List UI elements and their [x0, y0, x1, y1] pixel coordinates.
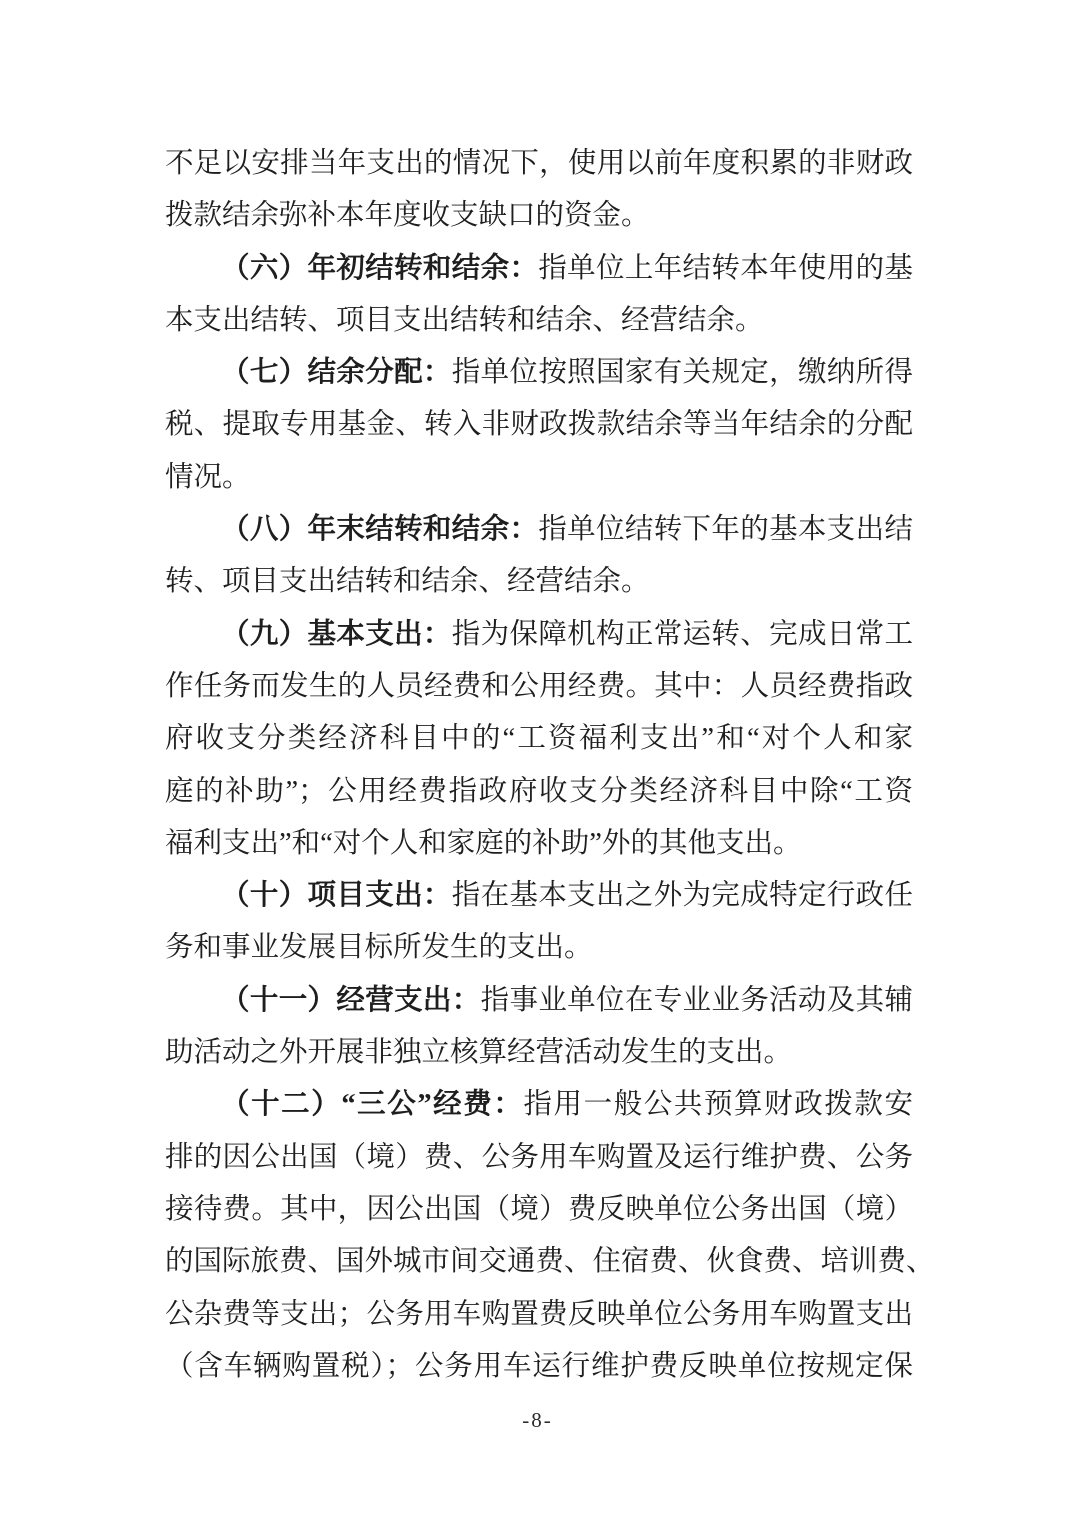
page-number: -8-: [522, 1408, 553, 1432]
body-line: [165, 1341, 913, 1393]
line-text: 庭的补助”；公用经费指政府收支分类经济科目中除“工资: [165, 775, 913, 807]
line-text: 指单位上年结转本年使用的基: [538, 252, 913, 284]
line-text: 转、项目支出结转和结余、经营结余。: [165, 566, 650, 598]
line-text: 府收支分类经济科目中的“工资福利支出”和“对个人和家: [165, 723, 913, 755]
body-line: [165, 1079, 913, 1131]
body-line: [165, 661, 913, 713]
line-text: 公杂费等支出；公务用车购置费反映单位公务用车购置支出: [165, 1298, 913, 1330]
line-text: 本支出结转、项目支出结转和结余、经营结余。: [165, 304, 764, 336]
body-line: [165, 243, 913, 295]
term-heading: （十一）经营支出：: [221, 984, 481, 1016]
body-line: [165, 922, 913, 974]
line-text: （含车辆购置税）；公务用车运行维护费反映单位按规定保: [165, 1350, 913, 1382]
line-text: 指单位结转下年的基本支出结: [538, 514, 913, 546]
body-line: [165, 138, 913, 190]
body-line: [165, 399, 913, 451]
line-text: 指在基本支出之外为完成特定行政任: [451, 880, 913, 912]
body-line: [165, 504, 913, 556]
document-body: [165, 138, 935, 1393]
body-line: [165, 347, 913, 399]
body-line: [165, 713, 913, 765]
body-line: [165, 1132, 913, 1184]
line-text: 接待费。其中，因公出国（境）费反映单位公务出国（境）: [165, 1193, 913, 1225]
body-line: [165, 1236, 935, 1288]
body-line: [165, 452, 913, 504]
line-text: 情况。: [165, 461, 251, 493]
line-text: 指用一般公共预算财政拨款安: [523, 1089, 913, 1121]
term-heading: （八）年末结转和结余：: [221, 514, 539, 546]
line-text: 拨款结余弥补本年度收支缺口的资金。: [165, 200, 650, 232]
body-line: [165, 818, 913, 870]
body-line: [165, 556, 913, 608]
body-line: [165, 609, 913, 661]
line-text: 指事业单位在专业业务活动及其辅: [480, 984, 913, 1016]
body-line: [165, 975, 913, 1027]
term-heading: （十）项目支出：: [221, 880, 452, 912]
line-text: 指为保障机构正常运转、完成日常工: [451, 618, 913, 650]
term-heading: （六）年初结转和结余：: [221, 252, 539, 284]
body-line: [165, 295, 913, 347]
body-line: [165, 1184, 913, 1236]
body-line: [165, 766, 913, 818]
line-text: 务和事业发展目标所发生的支出。: [165, 932, 593, 964]
line-text: 排的因公出国（境）费、公务用车购置及运行维护费、公务: [165, 1141, 913, 1173]
line-text: 福利支出”和“对个人和家庭的补助”外的其他支出。: [165, 827, 802, 859]
line-text: 税、提取专用基金、转入非财政拨款结余等当年结余的分配: [165, 409, 913, 441]
term-heading: （九）基本支出：: [221, 618, 452, 650]
body-line: [165, 870, 913, 922]
line-text: 助活动之外开展非独立核算经营活动发生的支出。: [165, 1037, 793, 1069]
line-text: 不足以安排当年支出的情况下，使用以前年度积累的非财政: [165, 148, 913, 179]
term-heading: （七）结余分配：: [221, 357, 452, 389]
term-heading: （十二）“三公”经费：: [221, 1089, 524, 1121]
line-text: 指单位按照国家有关规定，缴纳所得: [451, 357, 913, 389]
body-line: [165, 190, 913, 242]
body-line: [165, 1289, 913, 1341]
body-line: [165, 1027, 913, 1079]
line-text: 的国际旅费、国外城市间交通费、住宿费、伙食费、培训费、: [165, 1246, 935, 1278]
line-text: 作任务而发生的人员经费和公用经费。其中：人员经费指政: [165, 670, 913, 702]
